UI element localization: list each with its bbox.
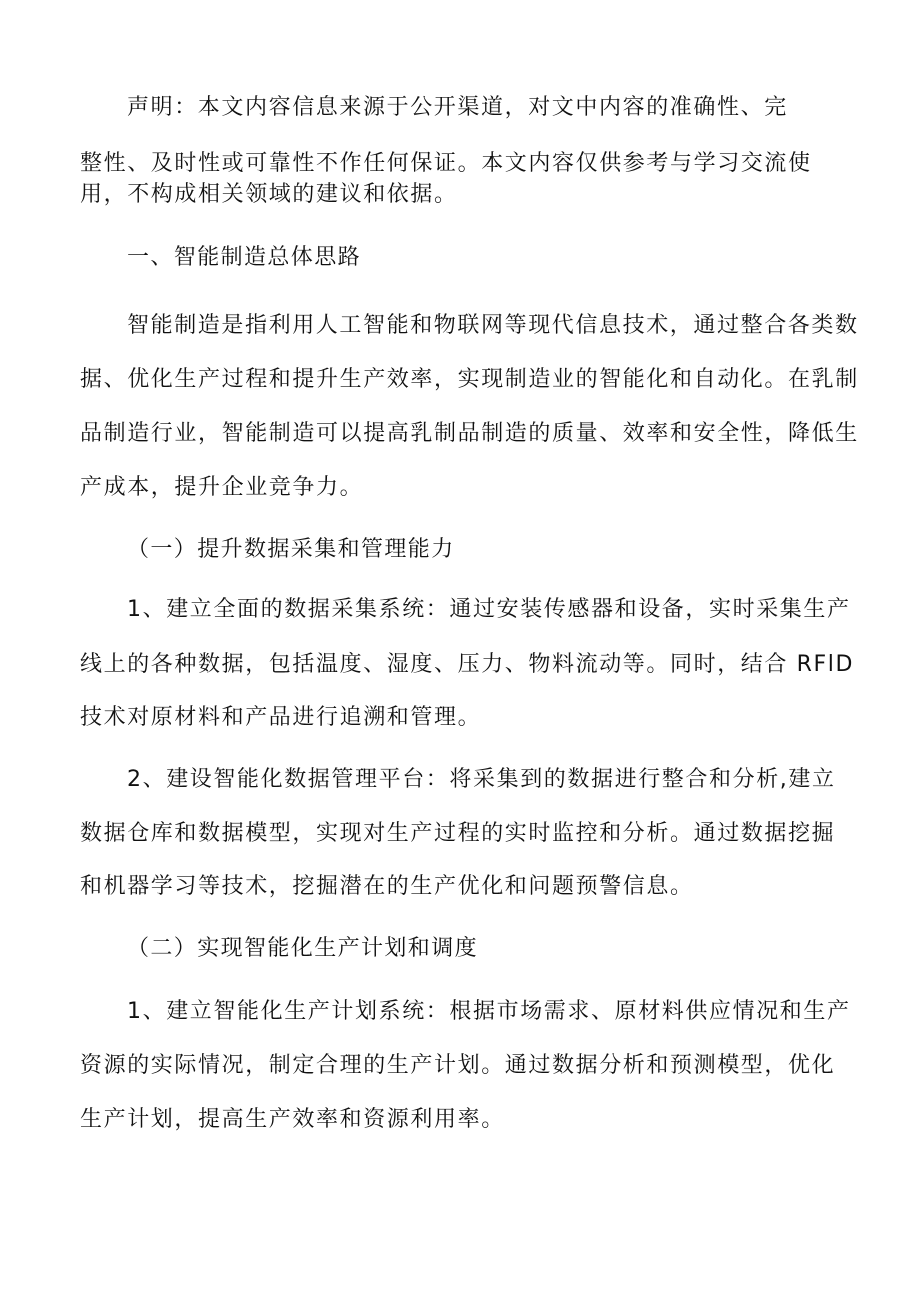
paragraph-line: 据、优化生产过程和提升生产效率，实现制造业的智能化和自动化。在乳制 [80,367,859,392]
subsection-heading: （二）实现智能化生产计划和调度 [127,936,479,961]
paragraph-line: 品制造行业，智能制造可以提高乳制品制造的质量、效率和安全性，降低生 [80,421,859,446]
paragraph-line: 1、建立全面的数据采集系统：通过安装传感器和设备，实时采集生产 [127,597,851,622]
disclaimer-line: 声明：本文内容信息来源于公开渠道，对文中内容的准确性、完 [127,95,788,120]
paragraph-line: 资源的实际情况，制定合理的生产计划。通过数据分析和预测模型，优化 [80,1053,836,1078]
disclaimer-line: 用，不构成相关领域的建议和依据。 [80,182,458,207]
paragraph-line: 线上的各种数据，包括温度、湿度、压力、物料流动等。同时，结合 RFlD [80,652,854,677]
paragraph-line: 1、建立智能化生产计划系统：根据市场需求、原材料供应情况和生产 [127,999,851,1024]
subsection-heading: （一）提升数据采集和管理能力 [127,537,455,562]
disclaimer-line: 整性、及时性或可靠性不作任何保证。本文内容仅供参考与学习交流使 [80,151,812,176]
paragraph-line: 数据仓库和数据模型，实现对生产过程的实时监控和分析。通过数据挖掘 [80,821,836,846]
paragraph-line: 技术对原材料和产品进行追溯和管理。 [80,705,482,730]
paragraph-line: 和机器学习等技术，挖掘潜在的生产优化和问题预警信息。 [80,874,694,899]
paragraph-line: 2、建设智能化数据管理平台：将采集到的数据进行整合和分析,建立 [127,767,836,792]
paragraph-line: 产成本，提升企业竞争力。 [80,475,364,500]
paragraph-line: 智能制造是指利用人工智能和物联网等现代信息技术，通过整合各类数 [127,313,859,338]
paragraph-line: 生产计划，提高生产效率和资源利用率。 [80,1107,505,1132]
section-heading: 一、智能制造总体思路 [127,245,362,270]
